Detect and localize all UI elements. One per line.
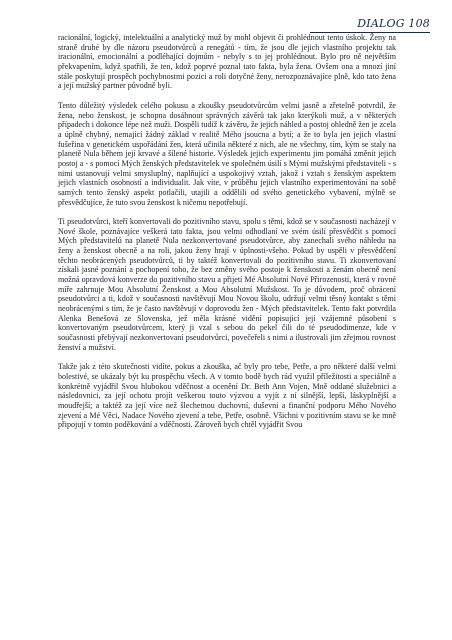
paragraph: Ti pseudotvůrci, kteří konvertovali do pozitivního stavu, spolu s těmi, kdož se v současnosti nacházejí v Nové škole, poznávajíce veškerá tato fakta, jsou velmi odhodlaní ve svém úsilí přesvědčit s pomocí Mých představitelů na planetě Nula nezkonvertované pseudotvůrce, aby zanechali svého náhledu na ženy a ženskost obecně a na roli, jakou ženy hrají v úplnosti-všeho. Pokud by uspěli v přesvědčení těchto neobrácených pseudotvůrců, ti by taktéž konvertovali do pozitivního stavu. Ti zkonvertovaní získali jasné poznání a pochopení toho, že bez změny svého postoje k ženskosti a ženám obecně není možná opravdová konverze do pozitivního stavu a přijetí Mé Absolutní Nové Přirozenosti, která v rovné míře zahrnuje Mou Absolutní Ženskost a Mou Absolutní Mužskost. To je důvodem, proč obrácení pseudotvůrci a ti, kdož v současnosti navštěvují Mou Novou školu, udržují velmi těsný kontakt s těmi neobrácenými s tím, že je často navštěvují v doprovodu žen - Mých představitelek. Tento fakt potvrdila Alenka Benešová ze Slovenska, jež měla krásné vidění popisující její vzájemné působení s konvertovaným pseudotvůrcem, který ji vzal s sebou do pekel čili do té pseudodimenze, kde v současnosti přebývají nezkonvertovaní pseudotvůrci, povečeřeli s nimi a ilustrovali jim zřejmou rovnost ženství a mužství. (58, 217, 396, 352)
paragraph: Tento důležitý výsledek celého pokusu a zkoušky pseudotvůrcům velmi jasně a zřetelně potvrdil, že žena, nebo ženskost, je schopna dosáhnout správných závěrů tak jako kterýkoli muž, a v některých případech i dokonce lépe než muži. Dospěli tudíž k závěru, že jejich náhled a postoj ohledně žen je zcela a úplně chybný, nemající žádný základ v realitě Mého jsoucna a bytí; a že to byla jen jejich vlastní fušeřina v genetickém uspořádání žen, která učinila některé z nich, ale ne všechny, tím, kým se staly na planetě Nula během její krvavé a šílené historie. Výsledek jejich experimentu jim pomáhá změnit jejich postoj a - s pomocí Mých ženských představitelek ve společném úsilí s Mými mužskými představiteli - s nimi ustanovují velmi smysluplný, naplňující a uspokojivý vztah, jakož i vztah s ženským aspektem jejich vlastních osobností a individualit. Jak víte, v průběhu jejich vlastního experimentování na sobě samých tento ženský aspekt potlačili, utajili a oddělili od svého genetického vybavení, mýlně se přesvědčujíce, že tuto svou ženskost k ničemu nepotřebují. (58, 100, 396, 207)
header-title: DIALOG 108 (357, 17, 430, 30)
paragraph: racionální, logický, intelektuální a analytický muž by mohl objevit či prohlédnout tento úskok. Ženy na straně druhé by dle názoru pseudotvůrců a renegátů - tím, že jsou dle jejich vlastního projektu tak iracionální, emocionální a podléhající dojmům - nebyly s to jej prohlédnout. Bylo pro ně největším překvapením, když spatřili, že ten, kdož poprvé poznal tato fakta, byla žena. Ovšem ona a mnozí jiní stále poskytují prospěch pochybnostmi pozici a roli dotyčné ženy, nerozpoznávajíce plně, kdo tato žena a její mužský partner původně byli. (58, 33, 396, 91)
body-text (58, 33, 396, 430)
paragraph: Takže jak z této skutečnosti vidíte, pokus a zkouška, ač byly pro tebe, Petře, a pro některé další velmi bolestivé, se ukázaly být ku prospěchu všech. A v tomto bodě bych rád využil příležitosti a speciálně a konkrétně vyjádřil Svou hlubokou vděčnost a ocenění Dr. Beth Ann Vojen, Mně oddané služebnici a následovnici, za její ochotu projít veškerou touto výzvou a vyjít z ní silnější, lepší, láskyplnější a moudřejší; a taktéž za její více než šlechetnou duchovní, duševní a finanční podporu Mého Nového zjevení a Mé Věci, Nadace Nového zjevení a tebe, Petře, osobně. Všichni v pozitivním stavu se ke mně připojují v tomto poděkování a vděčnosti. Zároveň bych chtěl vyjádřit Svou (58, 362, 396, 430)
